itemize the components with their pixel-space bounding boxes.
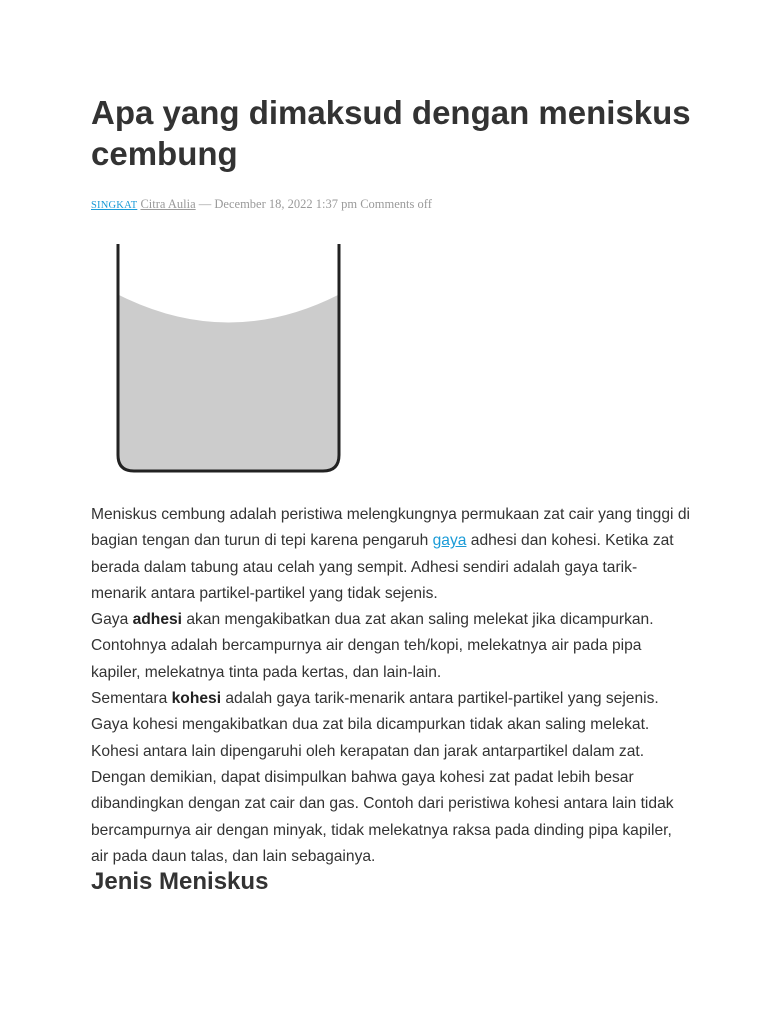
author-link[interactable]: Citra Aulia [140, 197, 196, 211]
meniscus-figure [91, 222, 366, 480]
meta-separator: — [195, 197, 215, 211]
paragraph-2: Gaya adhesi akan mengakibatkan dua zat akan saling melekat jika dicampurkan. Contohnya adalah bercampurnya air dengan teh/kopi, melekatnya air pada pipa kapiler, melekatnya tinta pada kertas, dan lain-lain. [91, 611, 654, 681]
paragraph-3: Sementara kohesi adalah gaya tarik-menarik antara partikel-partikel yang sejenis. Gaya kohesi mengakibatkan dua zat bila dicampurkan tidak akan saling melekat. Kohesi antara lain dipengaruhi oleh kerapatan dan jarak antarpartikel dalam zat. Dengan demikian, dapat disimpulkan bahwa gaya kohesi zat padat lebih besar dibandingkan dengan zat cair dan gas. Contoh dari peristiwa kohesi antara lain tidak bercampurnya air dengan minyak, tidak melekatnya raksa pada dinding pipa kapiler, air pada daun talas, dan lain sebagainya. [91, 690, 674, 865]
article-body [91, 502, 691, 870]
bold-adhesi: adhesi [132, 611, 183, 629]
post-title: Apa yang dimaksud dengan meniskus cembung [91, 94, 691, 172]
liquid-fill [119, 295, 338, 470]
article-header [91, 92, 691, 214]
category-link[interactable]: SINGKAT [91, 200, 138, 211]
gaya-link[interactable]: gaya [432, 532, 467, 550]
post-meta [91, 196, 691, 214]
bold-kohesi: kohesi [171, 690, 222, 708]
paragraph-1: Meniskus cembung adalah peristiwa melengkungnya permukaan zat cair yang tinggi di bagian tengan dan turun di tepi karena pengaruh gaya adhesi dan kohesi. Ketika zat berada dalam tabung atau celah yang sempit. Adhesi sendiri adalah gaya tarik-menarik antara partikel-partikel yang tidak sejenis. [91, 506, 690, 602]
comments-status: Comments off [360, 197, 432, 211]
post-date: December 18, 2022 1:37 pm [214, 197, 358, 211]
section-heading: Jenis Meniskus [91, 868, 269, 895]
